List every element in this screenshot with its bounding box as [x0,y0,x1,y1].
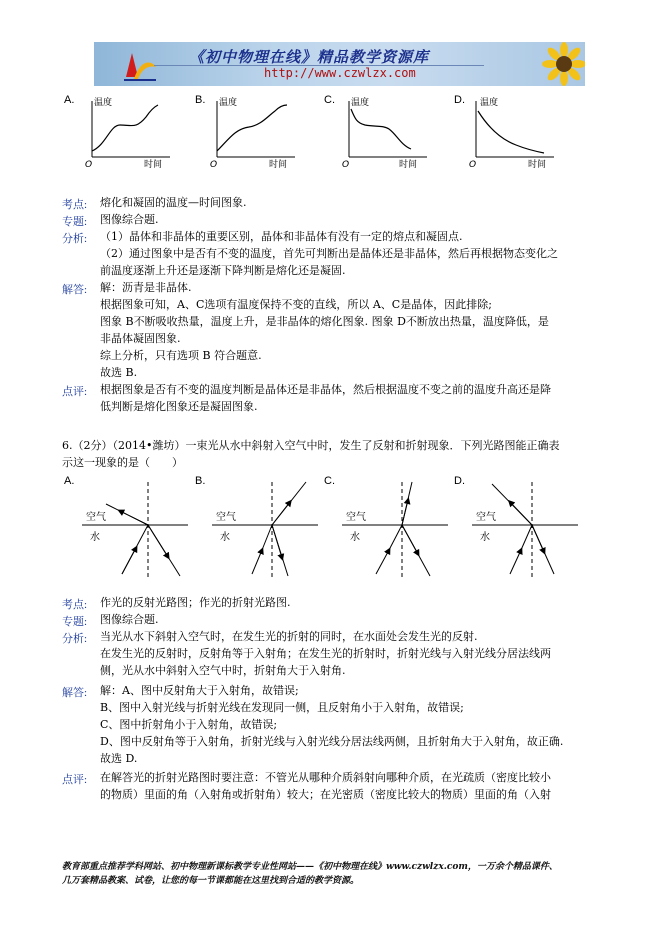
y-axis-label: 温度 [480,98,499,108]
banner-url[interactable]: http://www.czwlzx.com [264,66,416,80]
q6-diagram-a [80,480,190,580]
q5-graph-d [468,95,558,170]
q6-diagram-b [210,480,320,580]
q5-dianping-line: 低判断是熔化图象还是凝固图象. [100,400,258,413]
sunflower-icon [534,42,585,86]
q5-jieda-label: 解答: [62,284,88,296]
q6-dianping-line: 在解答光的折射光路图时要注意：不管光从哪种介质斜射向哪种介质，在光疏质（密度比较小 [100,771,551,784]
q6-option-d-label: D. [454,475,465,487]
q6-diagram-d [470,480,580,580]
air-label: 空气 [86,512,106,523]
q6-dianping-label: 点评: [62,774,88,786]
q6-diagram-c [340,480,450,580]
q5-dianping-line: 根据图象是否有不变的温度判断是晶体还是非晶体，然后根据温度不变之前的温度升高还是降 [100,383,551,396]
q6-stem-line: 6.（2分）（2014•潍坊）一束光从水中斜射入空气中时，发生了反射和折射现象．下列光路图能正确表 [62,439,560,452]
q6-option-b-label: B. [195,475,206,487]
y-axis-label: 温度 [219,98,238,108]
q6-kaodian-label: 考点: [62,599,88,611]
q6-option-a-label: A. [64,475,75,487]
q6-jieda-line: 解：A、图中反射角大于入射角，故错误; [100,684,299,697]
q5-jieda-line: 图象 B不断吸收热量，温度上升，是非晶体的熔化图象. 图象 D不断放出热量，温度降低，是 [100,315,549,328]
origin-label: O [342,160,350,170]
q5-graph-b [209,95,299,170]
q6-jieda-line: B、图中入射光线与折射光线在发现同一侧，且反射角小于入射角，故错误; [100,701,464,714]
origin-label: O [469,160,477,170]
q6-option-c-label: C. [324,475,335,487]
origin-label: O [85,160,93,170]
q6-dianping-line: 的物质）里面的角（入射角或折射角）较大；在光密质（密度比较大的物质）里面的角（入射 [100,788,551,801]
water-label: 水 [220,532,230,543]
q5-option-b-label: B. [195,94,206,106]
q5-jieda-line: 故选 B. [100,366,138,379]
q6-zhuanti-label: 专题: [62,616,88,628]
q5-zhuanti-text: 图像综合题. [100,213,159,226]
air-label: 空气 [216,512,236,523]
y-axis-label: 温度 [94,98,113,108]
q5-jieda-line: 综上分析，只有选项 B 符合题意. [100,349,262,362]
q6-zhuanti-text: 图像综合题. [100,613,159,626]
q5-fenxi-line: 前温度逐渐上升还是逐渐下降判断是熔化还是凝固. [100,264,346,277]
q5-fenxi-line: （1）晶体和非晶体的重要区别，晶体和非晶体有没有一定的熔点和凝固点. [100,230,463,243]
y-axis-label: 温度 [351,98,370,108]
q5-graph-c [341,95,431,170]
water-label: 水 [90,532,100,543]
air-label: 空气 [476,512,496,523]
q6-fenxi-line: 在发生光的反射时，反射角等于入射角；在发生光的折射时，折射光线与入射光线分居法线两 [100,647,551,660]
page-footer [62,860,602,888]
q5-option-c-label: C. [324,94,335,106]
q6-fenxi-line: 当光从水下斜射入空气时，在发生光的折射的同时，在水面处会发生光的反射. [100,630,478,643]
x-axis-label: 时间 [144,160,163,170]
x-axis-label: 时间 [269,160,288,170]
water-label: 水 [480,532,490,543]
q5-zhuanti-label: 专题: [62,216,88,228]
footer-line: 教育部重点推荐学科网站、初中物理新课标教学专业性网站——《初中物理在线》www.czwlzx.com，一万余个精品课件、 [62,862,558,872]
q6-fenxi-label: 分析: [62,633,88,645]
q5-kaodian-text: 熔化和凝固的温度—时间图象. [100,196,247,209]
q5-jieda-line: 非晶体凝固图象. [100,332,181,345]
x-axis-label: 时间 [528,160,547,170]
q5-option-d-label: D. [454,94,465,106]
q6-jieda-label: 解答: [62,687,88,699]
origin-label: O [210,160,218,170]
q5-jieda-line: 根据图象可知，A、C选项有温度保持不变的直线，所以 A、C是晶体，因此排除; [100,298,492,311]
q5-option-a-label: A. [64,94,75,106]
footer-line: 几万套精品教案、试卷，让您的每一节课都能在这里找到合适的教学资源。 [62,876,360,886]
q5-kaodian-label: 考点: [62,199,88,211]
q5-dianping-label: 点评: [62,386,88,398]
water-label: 水 [350,532,360,543]
q6-jieda-line: C、图中折射角小于入射角，故错误; [100,718,278,731]
x-axis-label: 时间 [399,160,418,170]
q5-jieda-line: 解：沥青是非晶体. [100,281,192,294]
header-banner [94,42,585,86]
q6-jieda-line: 故选 D. [100,752,138,765]
air-label: 空气 [346,512,366,523]
q6-jieda-line: D、图中反射角等于入射角，折射光线与入射光线分居法线两侧，且折射角大于入射角，故正确. [100,735,564,748]
q6-stem-line: 示这一现象的是（ ） [62,456,183,469]
q5-graph-a [84,95,174,170]
q6-fenxi-line: 侧，光从水中斜射入空气中时，折射角大于入射角. [100,664,346,677]
q5-fenxi-label: 分析: [62,233,88,245]
banner-title: 《初中物理在线》精品教学资源库 [189,48,430,66]
q5-fenxi-line: （2）通过图象中是否有不变的温度，首先可判断出是晶体还是非晶体，然后再根据物态变化之 [100,247,558,260]
q6-kaodian-text: 作光的反射光路图；作光的折射光路图. [100,596,291,609]
